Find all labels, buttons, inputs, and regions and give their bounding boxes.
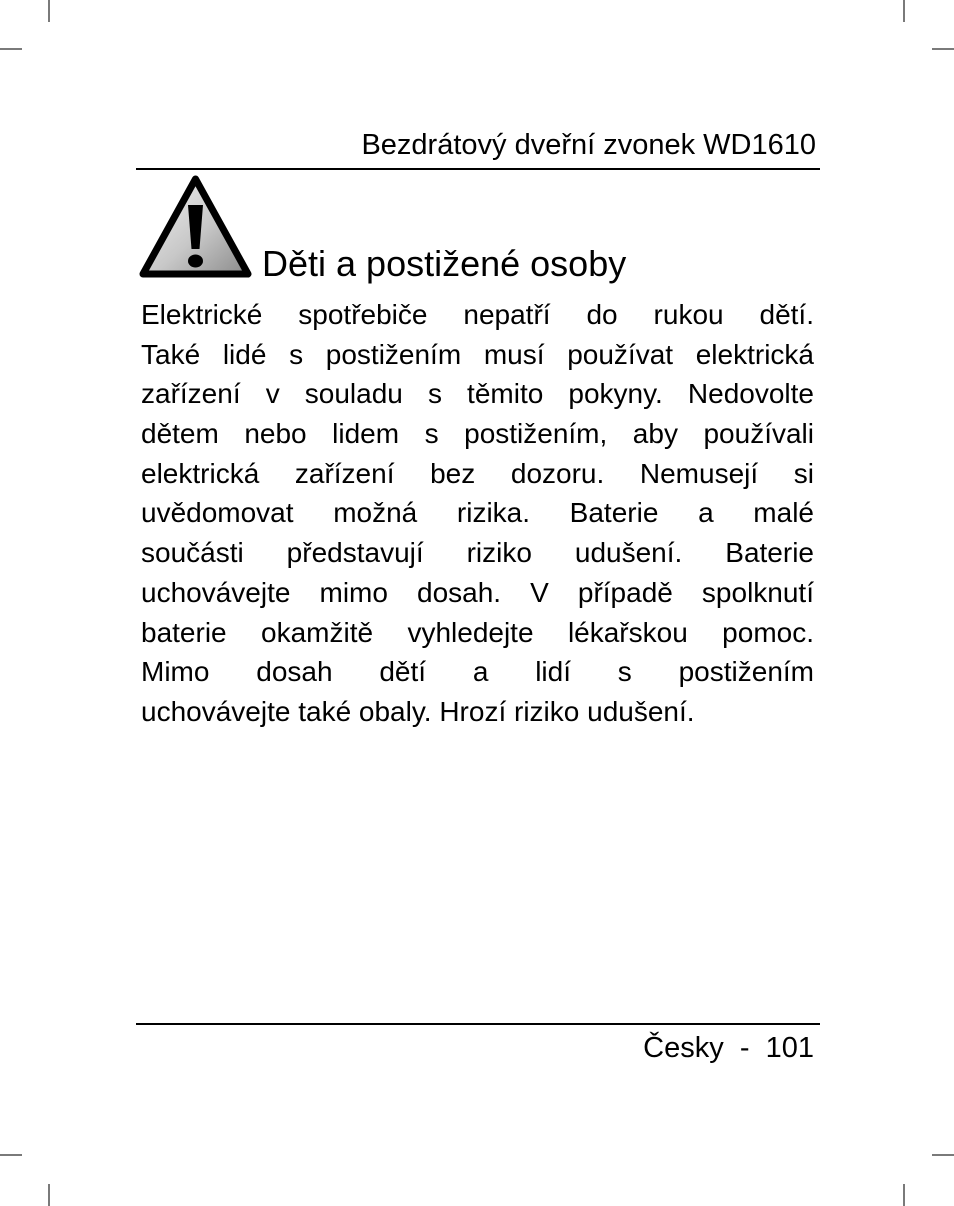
warning-triangle-icon — [139, 175, 252, 279]
body-line: Také lidé s postižením musí používat elektrická — [141, 338, 814, 370]
body-line: součásti představují riziko udušení. Baterie — [141, 537, 814, 569]
crop-mark — [48, 0, 50, 22]
page-footer: Česky - 101 — [643, 1032, 814, 1064]
header-rule — [136, 168, 820, 170]
body-line: uchovávejte také obaly. Hrozí riziko udušení. — [141, 695, 695, 727]
crop-mark — [932, 1154, 954, 1156]
crop-mark — [932, 48, 954, 50]
body-line: uchovávejte mimo dosah. V případě spolknutí — [141, 576, 814, 608]
page-header-title: Bezdrátový dveřní zvonek WD1610 — [361, 129, 816, 161]
crop-mark — [0, 1154, 22, 1156]
footer-rule — [136, 1023, 820, 1025]
crop-mark — [903, 1184, 905, 1206]
body-line: elektrická zařízení bez dozoru. Nemusejí si — [141, 457, 814, 489]
body-line: dětem nebo lidem s postižením, aby používali — [141, 418, 814, 450]
section-body — [141, 295, 814, 732]
body-line: Elektrické spotřebiče nepatří do rukou dětí. — [141, 299, 814, 330]
body-line: Mimo dosah dětí a lidí s postižením — [141, 656, 814, 688]
crop-mark — [0, 48, 22, 50]
section-title: Děti a postižené osoby — [262, 243, 627, 284]
body-line: zařízení v souladu s těmito pokyny. Nedovolte — [141, 378, 814, 410]
body-line: baterie okamžitě vyhledejte lékařskou pomoc. — [141, 616, 814, 648]
crop-mark — [903, 0, 905, 22]
body-line: uvědomovat možná rizika. Baterie a malé — [141, 497, 814, 529]
crop-mark — [48, 1184, 50, 1206]
